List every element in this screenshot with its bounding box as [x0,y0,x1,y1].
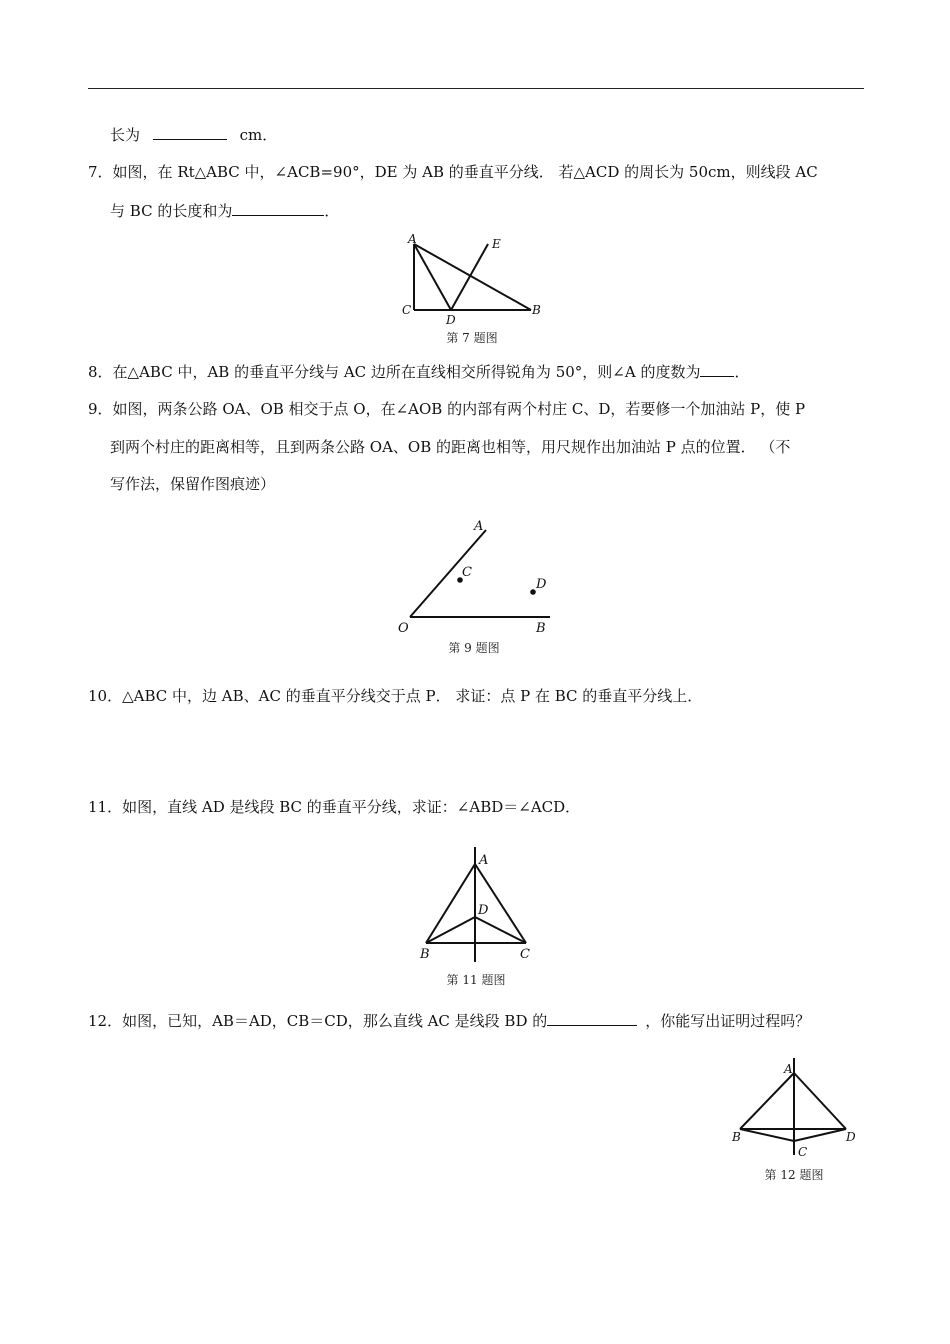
q7-answer-blank[interactable] [232,200,324,216]
q9-ray-oa [410,530,486,617]
q9-label-b: B [536,621,546,636]
q12-label-a: A [784,1062,793,1076]
q7-figure-caption: 第 7 题图 [446,331,498,345]
q10-number: 10． [88,687,123,705]
q9-text-3: 写作法，保留作图痕迹） [110,475,276,493]
q7-number: 7． [88,163,113,181]
q11-figure-caption: 第 11 题图 [446,973,506,987]
q12-segment-bc [740,1129,794,1141]
q8-number: 8． [88,363,113,381]
q11-figure [410,842,540,992]
q11-line [88,797,580,817]
q12-label-c: C [798,1145,808,1159]
q8-line [88,361,749,382]
q12-segment-cd [794,1129,846,1141]
q11-label-b: B [420,947,430,962]
q12-line [88,1010,810,1031]
q8-text-post: ． [734,363,750,381]
q9-line3 [110,474,275,494]
q12-text-pre: 如图，已知，AB＝AD，CB＝CD，那么直线 AC 是线段 BD 的 [122,1012,548,1030]
q7-label-e: E [492,237,501,251]
q8-answer-blank[interactable] [700,361,734,377]
q12-label-b: B [732,1130,741,1144]
q9-point-d [530,589,536,595]
q7-label-c: C [402,303,412,317]
q12-figure-caption: 第 12 题图 [764,1168,824,1182]
q11-label-a: A [479,853,489,868]
q9-figure [390,512,560,662]
q7-text: 如图，在 Rt△ABC 中，∠ACB=90°，DE 为 AB 的垂直平分线． 若△ACD 的周长为 50cm，则线段 AC [112,163,818,181]
q12-figure [728,1055,860,1190]
q9-label-d: D [536,577,547,592]
q10-line [88,686,702,706]
q9-label-c: C [462,565,472,580]
q9-label-a: A [474,519,484,534]
q12-answer-blank[interactable] [547,1010,637,1026]
q9-line2 [110,437,790,457]
q10-text: △ABC 中，边 AB、AC 的垂直平分线交于点 P． 求证：点 P 在 BC 的垂直平分线上． [122,687,703,705]
q11-label-d: D [478,903,489,918]
q12-label-d: D [846,1130,856,1144]
q11-number: 11． [88,798,123,816]
q6-text-pre: 长为 [110,126,141,144]
q6-text-post: cm． [239,126,278,144]
q7-text-pre: 与 BC 的长度和为 [110,202,233,220]
q7-figure [398,232,548,350]
q9-number: 9． [88,400,113,418]
q9-text-2: 到两个村庄的距离相等，且到两条公路 OA、OB 的距离也相等，用尺规作出加油站 P 点的位置． （不 [110,438,791,456]
q11-segment-ab [426,864,475,943]
q6-answer-blank[interactable] [153,124,227,140]
q12-segment-ad [794,1073,846,1129]
q7-label-b: B [532,303,541,317]
q9-figure-caption: 第 9 题图 [448,641,500,655]
q7-line2 [110,200,339,221]
q8-text-pre: 在△ABC 中，AB 的垂直平分线与 AC 边所在直线相交所得锐角为 50°，则∠A 的度数为 [112,363,701,381]
q7-line1 [88,162,818,182]
q9-text-1: 如图，两条公路 OA、OB 相交于点 O，在∠AOB 的内部有两个村庄 C、D，若要修一个加油站 P，使 P [112,400,806,418]
q6-continuation [110,124,277,145]
q11-text: 如图，直线 AD 是线段 BC 的垂直平分线，求证：∠ABD＝∠ACD． [122,798,581,816]
q12-segment-ab [740,1073,794,1129]
q7-label-d: D [446,313,456,327]
q12-number: 12． [88,1012,123,1030]
q7-line-de [451,244,488,310]
q11-label-c: C [520,947,530,962]
q7-label-a: A [408,232,417,246]
q9-label-o: O [398,621,409,636]
header-rule [88,88,864,89]
q9-line1 [88,399,805,419]
q7-text-post: ． [324,202,340,220]
q12-text-post: ，你能写出证明过程吗？ [645,1012,811,1030]
